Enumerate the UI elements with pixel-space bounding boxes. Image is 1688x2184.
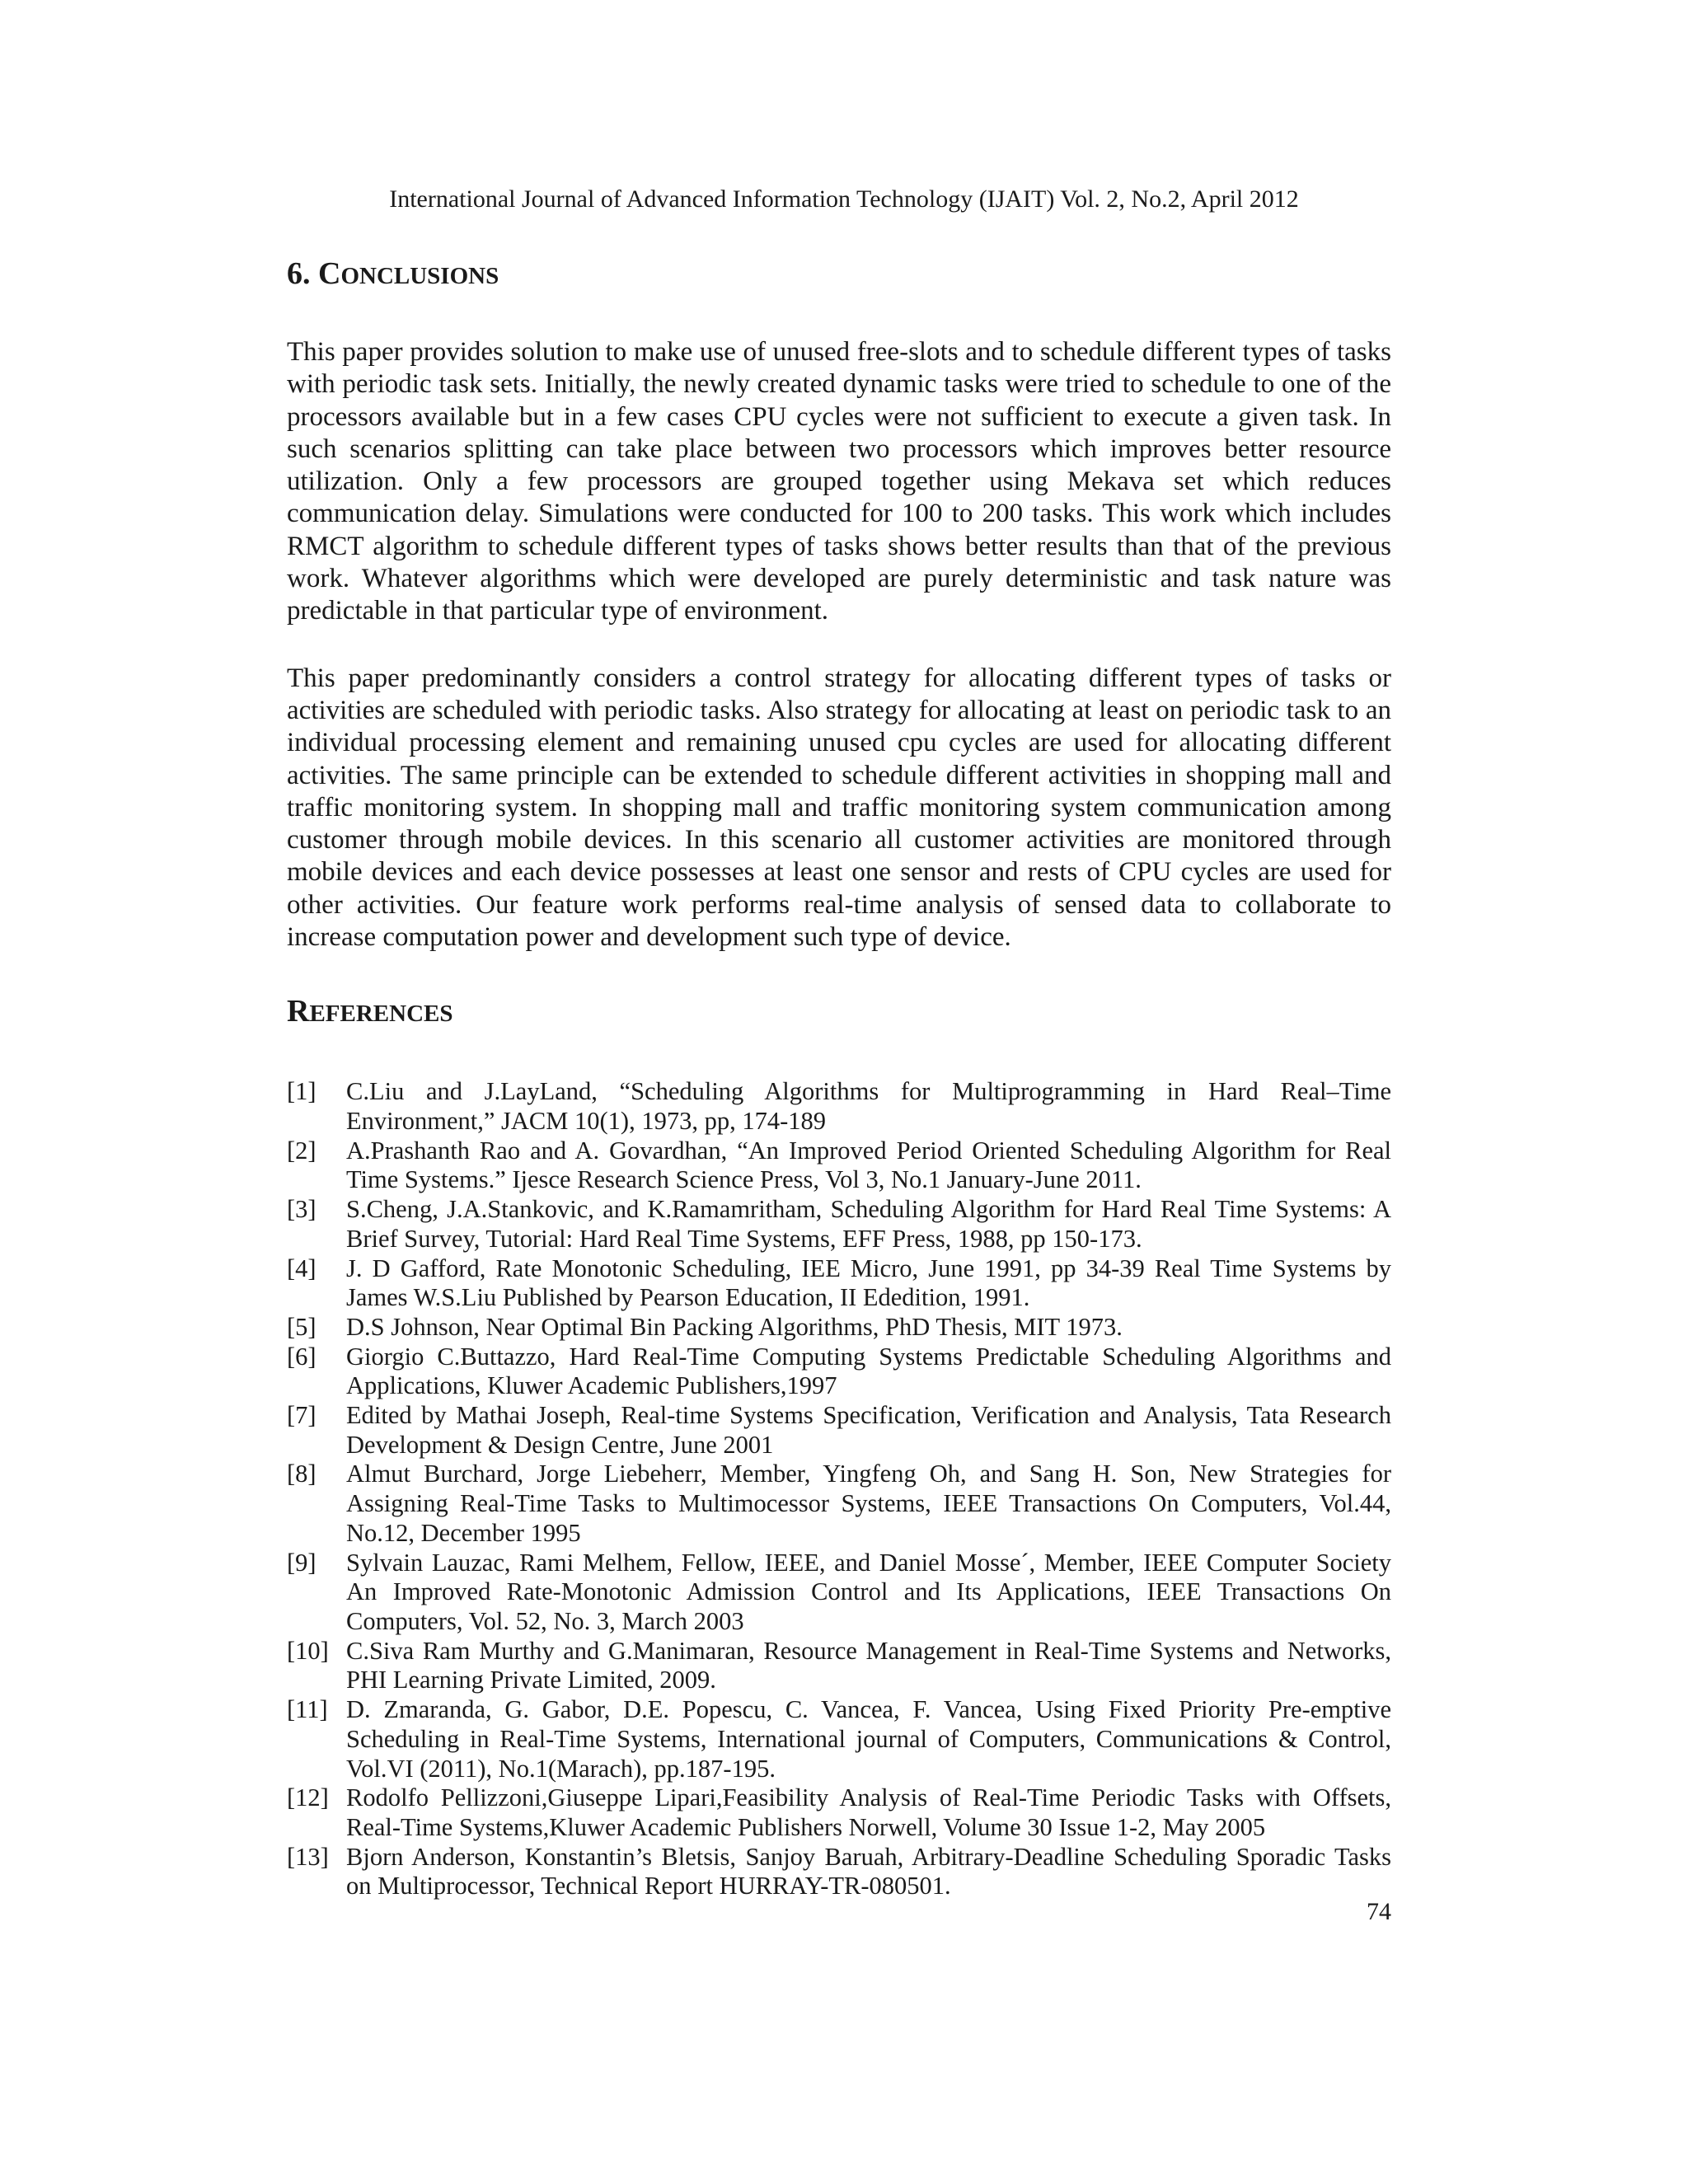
page-number: 74 [1367,1898,1391,1925]
reference-number: [3] [287,1195,316,1224]
reference-text: Giorgio C.Buttazzo, Hard Real-Time Computing Systems Predictable Scheduling Algorithms and Applications, Kluwer Academic Publishers,1997 [346,1342,1391,1400]
reference-text: Bjorn Anderson, Konstantin’s Bletsis, Sanjoy Baruah, Arbitrary-Deadline Scheduling Sporadic Tasks on Multiprocessor, Technical Report HURRAY-TR-080501. [346,1842,1391,1900]
conclusions-paragraph-1: This paper provides solution to make use of unused free-slots and to schedule different types of tasks with periodic task sets. Initially, the newly created dynamic tasks were tried to schedule to one of the processors available but in a few cases CPU cycles were not sufficient to execute a given task. In such scenarios splitting can take place between two processors which improves better resource utilization. Only a few processors are grouped together using Mekava set which reduces communication delay. Simulations were conducted for 100 to 200 tasks. This work which includes RMCT algorithm to schedule different types of tasks shows better results than that of the previous work. Whatever algorithms which were developed are purely deterministic and task nature was predictable in that particular type of environment. [287,337,1391,626]
reference-item [287,1401,1391,1460]
reference-number: [11] [287,1695,328,1724]
reference-text: A.Prashanth Rao and A. Govardhan, “An Improved Period Oriented Scheduling Algorithm for Real Time Systems.” Ijesce Research Science Press, Vol 3, No.1 January-June 2011. [346,1136,1391,1194]
references-heading-rest: EFERENCES [309,1001,453,1028]
reference-item [287,1783,1391,1842]
reference-number: [7] [287,1401,316,1430]
reference-item [287,1695,1391,1783]
reference-text: Sylvain Lauzac, Rami Melhem, Fellow, IEEE, and Daniel Mosse´, Member, IEEE Computer Society An Improved Rate-Monotonic Admission Control and Its Applications, IEEE Transactions On Computers, Vol. 52, No. 3, March 2003 [346,1548,1391,1635]
references-heading [287,987,1391,1036]
reference-number: [10] [287,1636,329,1665]
reference-text: C.Siva Ram Murthy and G.Manimaran, Resource Management in Real-Time Systems and Networks, PHI Learning Private Limited, 2009. [346,1636,1391,1694]
reference-item [287,1077,1391,1136]
reference-text: D. Zmaranda, G. Gabor, D.E. Popescu, C. Vancea, F. Vancea, Using Fixed Priority Pre-emptive Scheduling in Real-Time Systems, International journal of Computers, Communications & Control, Vol.VI (2011), No.1(Marach), pp.187-195. [346,1695,1391,1783]
reference-item [287,1313,1391,1343]
reference-number: [4] [287,1254,316,1282]
conclusions-paragraph-2: This paper predominantly considers a control strategy for allocating different types of tasks or activities are scheduled with periodic tasks. Also strategy for allocating at least on periodic task to an individual processing element and remaining unused cpu cycles are used for allocating different activities. The same principle can be extended to schedule different activities in shopping mall and traffic monitoring system. In shopping mall and traffic monitoring system communication among customer through mobile devices. In this scenario all customer activities are monitored through mobile devices and each device possesses at least one sensor and rests of CPU cycles are used for other activities. Our feature work performs real-time analysis of sensed data to collaborate to increase computation power and development such type of device. [287,663,1391,953]
reference-item [287,1637,1391,1695]
reference-text: J. D Gafford, Rate Monotonic Scheduling, IEE Micro, June 1991, pp 34-39 Real Time Systems by James W.S.Liu Published by Pearson Education, II Ededition, 1991. [346,1254,1391,1312]
reference-number: [5] [287,1312,316,1341]
reference-text: C.Liu and J.LayLand, “Scheduling Algorithms for Multiprogramming in Hard Real–Time Environment,” JACM 10(1), 1973, pp, 174-189 [346,1077,1391,1136]
reference-item [287,1549,1391,1637]
reference-number: [12] [287,1783,329,1812]
reference-item [287,1343,1391,1401]
reference-number: [8] [287,1460,316,1488]
reference-number: [1] [287,1077,316,1106]
conclusions-heading [287,249,1391,298]
conclusions-heading-initial: C [318,256,341,291]
running-header: International Journal of Advanced Information Technology (IJAIT) Vol. 2, No.2, April 2012 [389,185,1299,213]
references-heading-initial: R [287,994,310,1029]
reference-item [287,1843,1391,1901]
reference-item [287,1460,1391,1548]
reference-item [287,1137,1391,1195]
reference-list [287,1077,1391,1901]
reference-text: Rodolfo Pellizzoni,Giuseppe Lipari,Feasibility Analysis of Real-Time Periodic Tasks with Offsets, Real-Time Systems,Kluwer Academic Publishers Norwell, Volume 30 Issue 1-2, May 2005 [346,1783,1391,1841]
conclusions-heading-number: 6. [287,256,311,291]
reference-number: [6] [287,1342,316,1371]
reference-item [287,1195,1391,1254]
conclusions-heading-rest: ONCLUSIONS [340,263,499,289]
reference-number: [2] [287,1136,316,1165]
reference-text: Almut Burchard, Jorge Liebeherr, Member, Yingfeng Oh, and Sang H. Son, New Strategies for Assigning Real-Time Tasks to Multimocessor Systems, IEEE Transactions On Computers, Vol.44, No.12, December 1995 [346,1460,1391,1547]
reference-number: [9] [287,1548,316,1577]
reference-text: S.Cheng, J.A.Stankovic, and K.Ramamritham, Scheduling Algorithm for Hard Real Time Systems: A Brief Survey, Tutorial: Hard Real Time Systems, EFF Press, 1988, pp 150-173. [346,1195,1391,1253]
reference-number: [13] [287,1842,329,1871]
reference-item [287,1254,1391,1313]
reference-text: Edited by Mathai Joseph, Real-time Systems Specification, Verification and Analysis, Tata Research Development & Design Centre, June 2001 [346,1401,1391,1459]
page-content [287,249,1391,1901]
reference-text: D.S Johnson, Near Optimal Bin Packing Algorithms, PhD Thesis, MIT 1973. [346,1312,1123,1341]
